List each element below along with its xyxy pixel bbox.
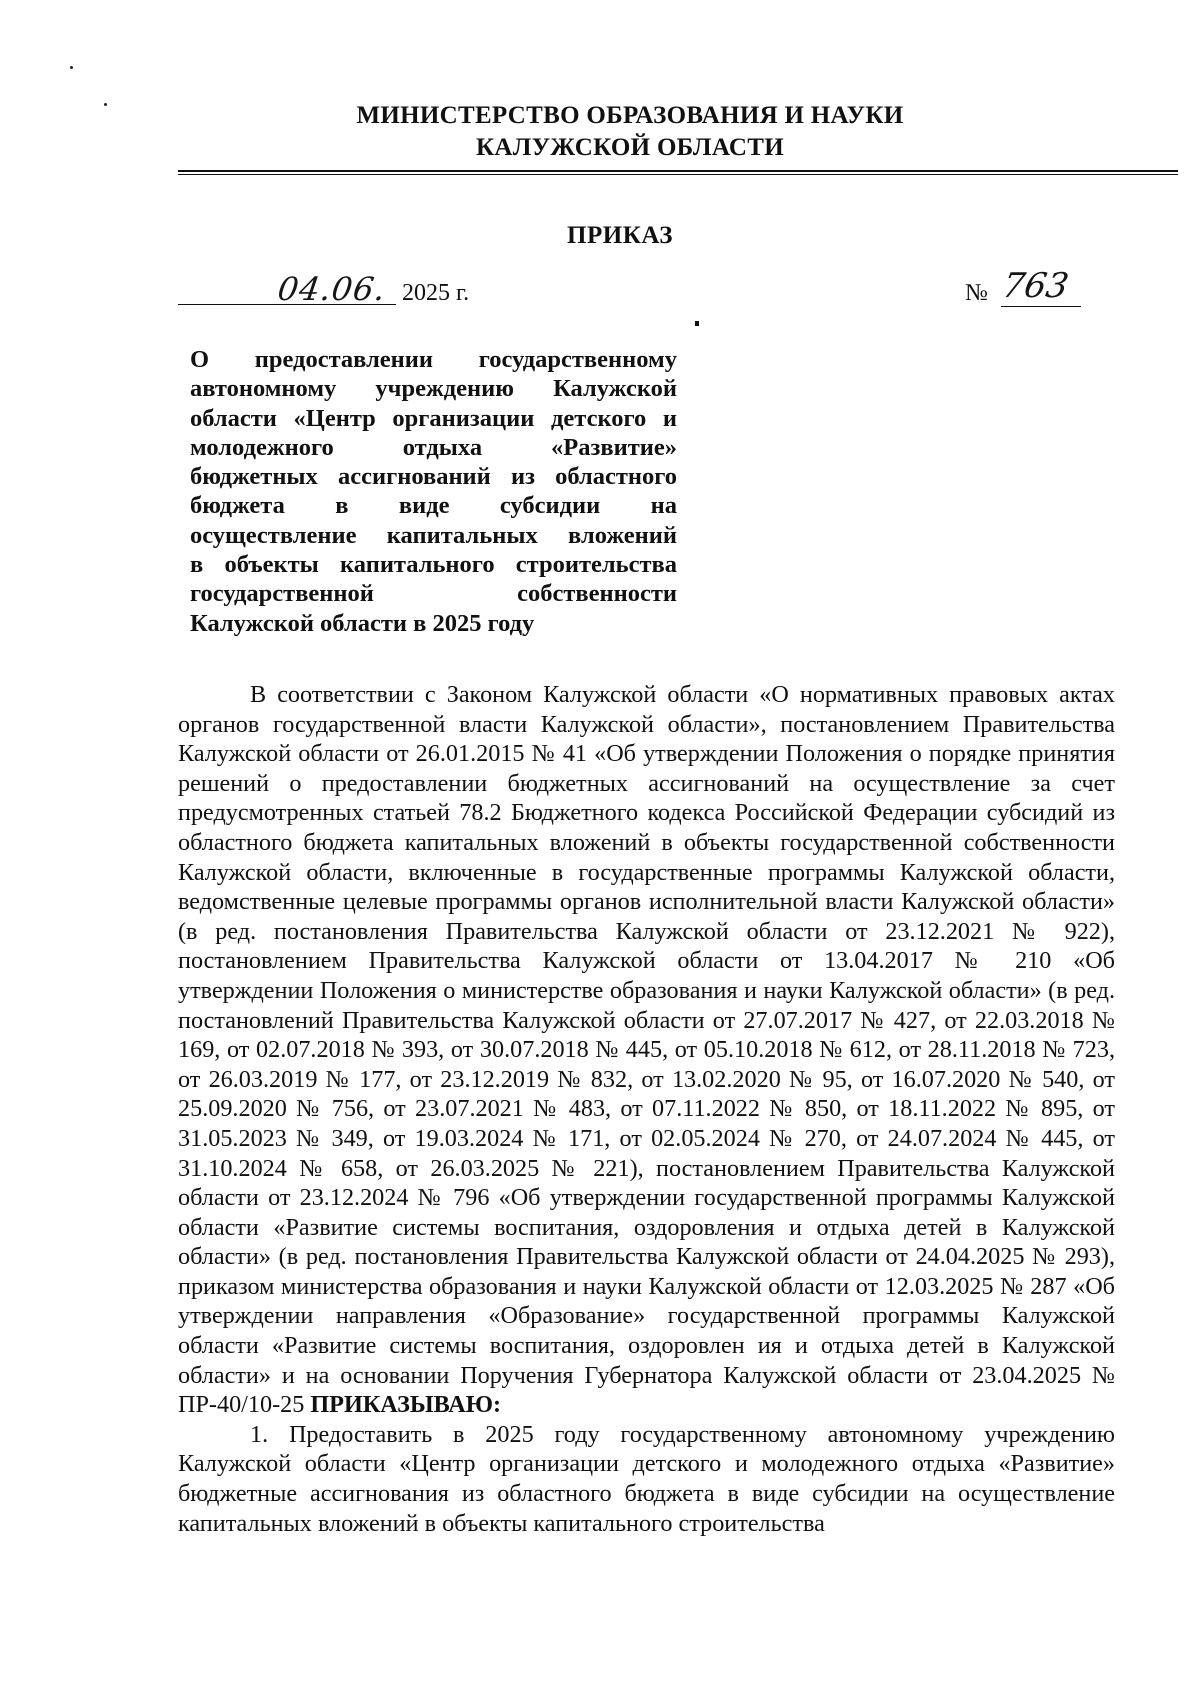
preamble-paragraph bbox=[178, 680, 1115, 1420]
subject-line: государственной собственности bbox=[190, 580, 677, 608]
scan-speck bbox=[104, 103, 107, 106]
document-date bbox=[178, 272, 508, 312]
subject-line: области «Центр организации детского и bbox=[190, 404, 677, 432]
subject-line: бюджета в виде субсидии на bbox=[190, 492, 677, 520]
document-number bbox=[965, 268, 1085, 312]
header-rule-thin bbox=[178, 174, 1178, 175]
number-underline bbox=[1001, 306, 1081, 307]
number-handwritten: 763 bbox=[999, 266, 1072, 306]
subject-block bbox=[190, 345, 677, 638]
date-handwritten: 04.06. bbox=[275, 270, 389, 308]
preamble-text: В соответствии с Законом Калужской области «О нормативных правовых актах органов государственной власти Калужской области», постановлением Правительства Калужской области от 26.01.2015 № 41 «Об утверждении Положения о порядке принятия решений о предоставлении бюджетных ассигнований на осуществление за счет предусмотренных статьей 78.2 Бюджетного кодекса Российской Федерации субсидий из областного бюджета капитальных вложений в объекты государственной собственности Калужской области, включенные в государственные программы Калужской области, ведомственные целевые программы органов исполнительной власти Калужской области» (в ред. постановления Правительства Калужской области от 23.12.2021 № 922), постановлением Правительства Калужской области от 13.04.2017 № 210 «Об утверждении Положения о министерстве образования и науки Калужской области» (в ред. постановлений Правительства Калужской области от 27.07.2017 № 427, от 22.03.2018 № 169, от 02.07.2018 № 393, от 30.07.2018 № 445, от 05.10.2018 № 612, от 28.11.2018 № 723, от 26.03.2019 № 177, от 23.12.2019 № 832, от 13.02.2020 № 95, от 16.07.2020 № 540, от 25.09.2020 № 756, от 23.07.2021 № 483, от 07.11.2022 № 850, от 18.11.2022 № 895, от 31.05.2023 № 349, от 19.03.2024 № 171, от 02.05.2024 № 270, от 24.07.2024 № 445, от 31.10.2024 № 658, от 26.03.2025 № 221), постановлением Правительства Калужской области от 23.12.2024 № 796 «Об утверждении государственной программы Калужской области «Развитие системы воспитания, оздоровления и отдыха детей в Калужской области» (в ред. постановления Правительства Калужской области от 24.04.2025 № 293), приказом министерства образования и науки Калужской области от 12.03.2025 № 287 «Об утверждении направления «Образование» государственной программы Калужской области «Развитие системы воспитания, оздоровлен ия и отдыха детей в Калужской области» и на основании Поручения Губернатора Калужской области от 23.04.2025 № ПР-40/10-25 bbox=[178, 681, 1115, 1419]
date-year-suffix: 2025 г. bbox=[402, 280, 470, 306]
document-type-title: ПРИКАЗ bbox=[567, 222, 673, 249]
subject-line: О предоставлении государственному bbox=[190, 346, 677, 373]
subject-line: Калужской области в 2025 году bbox=[190, 609, 535, 637]
ministry-name-line1: МИНИСТЕРСТВО ОБРАЗОВАНИЯ И НАУКИ bbox=[356, 102, 904, 129]
header-rule bbox=[178, 170, 1178, 172]
subject-line: бюджетных ассигнований из областного bbox=[190, 463, 677, 491]
scan-speck bbox=[70, 66, 73, 69]
subject-line: молодежного отдыха «Развитие» bbox=[190, 433, 677, 461]
document-body bbox=[178, 680, 1115, 1538]
number-sign: № bbox=[965, 280, 988, 306]
subject-line: в объекты капитального строительства bbox=[190, 551, 677, 579]
subject-line: автономному учреждению Калужской bbox=[190, 375, 677, 403]
ministry-header bbox=[180, 100, 1080, 164]
order-word: ПРИКАЗЫВАЮ: bbox=[310, 1391, 502, 1419]
ministry-name-line2: КАЛУЖСКОЙ ОБЛАСТИ bbox=[475, 134, 785, 161]
subject-line: осуществление капитальных вложений bbox=[190, 521, 677, 549]
item-1-paragraph: 1. Предоставить в 2025 году государственному автономному учреждению Калужской области «Центр организации детского и молодежного отдыха «Развитие» бюджетные ассигнования из областного бюджета в виде субсидии на осуществление капитальных вложений в объекты капитального строительства bbox=[178, 1420, 1115, 1537]
stray-mark bbox=[695, 321, 699, 326]
